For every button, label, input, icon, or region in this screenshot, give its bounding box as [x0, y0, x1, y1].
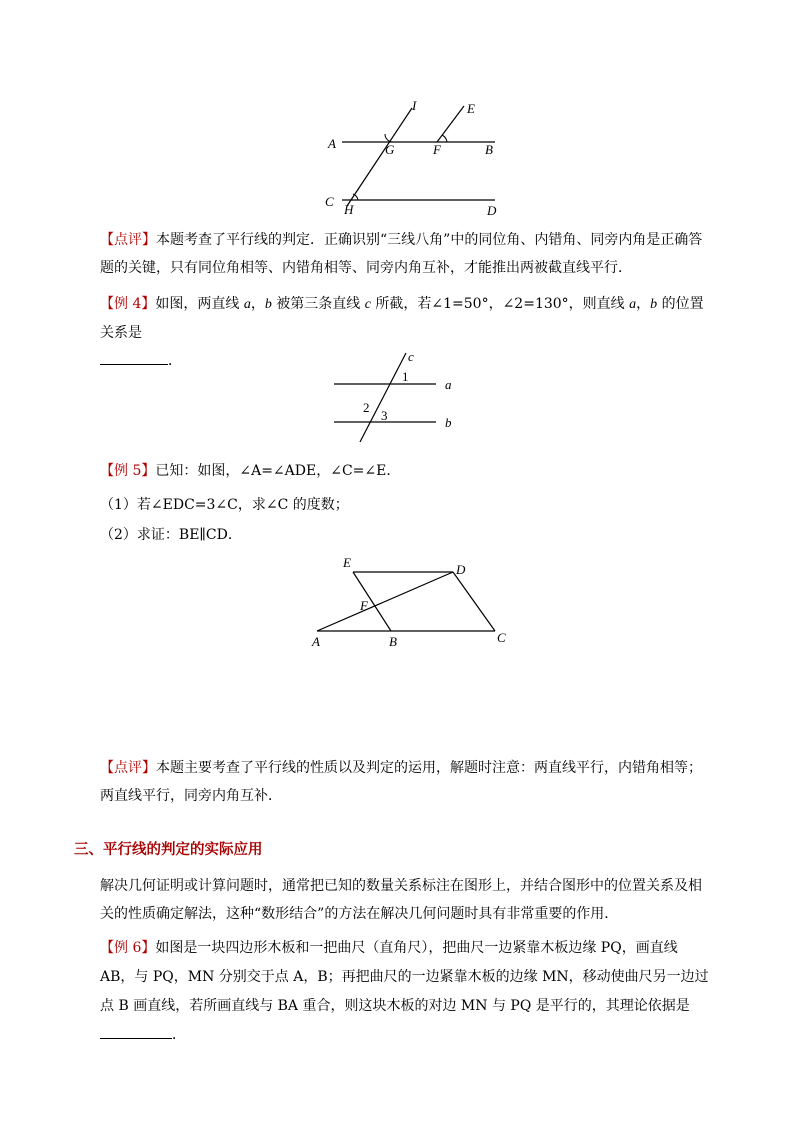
answer-blank-4[interactable]: [100, 348, 168, 365]
example-5-question-1: （1）若∠EDC=3∠C，求∠C 的度数；: [100, 497, 349, 513]
example-4-var-a: a: [243, 297, 251, 312]
line-hi: [347, 108, 412, 206]
example-4-text-1: 如图，两直线: [155, 296, 244, 312]
comment-2-text: 本题主要考查了平行线的性质以及判定的运用，解题时注意：两直线平行，内错角相等；两直线平行，同旁内角互补．: [100, 760, 702, 804]
line-fe: [437, 106, 464, 142]
label-a: a: [445, 377, 452, 392]
example-4-var-a-2: a: [629, 297, 637, 312]
segment-dc: [453, 572, 495, 631]
angle-label-3: 3: [381, 408, 388, 423]
label-f: F: [360, 598, 368, 613]
label-b: B: [485, 142, 493, 157]
example-4-var-c: c: [364, 297, 371, 312]
label-d: D: [487, 203, 497, 218]
section-3-intro: 解决几何证明或计算问题时，通常把已知的数量关系标注在图形上，并结合图形中的位置关系及相关的性质确定解法，这种“数形结合”的方法在解决几何问题时具有非常重要的作用．: [100, 878, 702, 922]
example-4-tag: 【例 4】: [100, 296, 156, 312]
example-4-text-3: 所截，若∠1=50°，∠2=130°，则直线: [370, 296, 630, 312]
comment-1: [100, 226, 715, 282]
comment-2: [100, 754, 715, 810]
figure-parallelogram: [305, 552, 525, 652]
angle-label-2: 2: [363, 400, 370, 415]
line-c: [360, 353, 406, 442]
comment-2-tag: 【点评】: [100, 760, 156, 776]
label-e: E: [467, 101, 475, 116]
label-h: H: [344, 202, 354, 217]
example-5-tag: 【例 5】: [100, 463, 156, 479]
example-6: [100, 934, 715, 1050]
label-e: E: [343, 555, 351, 570]
example-4-comma-2: ，: [636, 296, 651, 312]
label-a: A: [328, 136, 336, 151]
label-c: C: [497, 630, 506, 645]
comment-1-text: 本题考查了平行线的判定．正确识别“三线八角”中的同位角、内错角、同旁内角是正确答题的关键，只有同位角相等、内错角相等、同旁内角互补，才能推出两被截直线平行．: [100, 232, 703, 276]
example-6-text: 如图是一块四边形木板和一把曲尺（直角尺），把曲尺一边紧靠木板边缘 PQ，画直线 AB，与 PQ，MN 分别交于点 A，B；再把曲尺的一边紧靠木板的边缘 MN，移动使曲尺另一边过点 B 画直线，若所画直线与 BA 重合，则这块木板的对边 MN 与 PQ 是平行的，其理论依据是: [100, 940, 709, 1014]
figure-two-lines-cut: [330, 348, 470, 443]
label-c: C: [325, 194, 334, 209]
label-d: D: [456, 562, 466, 577]
example-5-question-2: （2）求证：BE∥CD．: [100, 527, 242, 543]
angle-label-1: 1: [402, 369, 409, 384]
label-b: b: [445, 415, 452, 430]
label-i: I: [412, 98, 417, 113]
answer-blank-6[interactable]: [100, 1022, 172, 1039]
example-4-var-b: b: [264, 297, 272, 312]
example-6-tag: 【例 6】: [100, 940, 156, 956]
label-b: B: [389, 634, 397, 649]
example-4-text-2: 被第三条直线: [271, 296, 365, 312]
example-4-comma: ，: [250, 296, 265, 312]
label-a: A: [312, 634, 320, 649]
comment-1-tag: 【点评】: [100, 232, 156, 248]
label-g: G: [385, 142, 395, 157]
example-4-text-4: 的位置关系是: [100, 296, 704, 341]
example-5-given: 已知：如图，∠A=∠ADE，∠C=∠E．: [155, 463, 401, 479]
angle-arc-f: [442, 135, 447, 142]
figure-parallel-lines-transversal: [320, 96, 510, 221]
example-5-line-1: [100, 457, 715, 485]
example-6-end: ．: [172, 1027, 186, 1043]
example-4-end: ．: [168, 353, 182, 369]
example-4-var-b-2: b: [650, 297, 658, 312]
label-c: c: [408, 349, 414, 364]
label-f: F: [433, 142, 441, 157]
section-3-heading: 三、平行线的判定的实际应用: [74, 842, 263, 858]
